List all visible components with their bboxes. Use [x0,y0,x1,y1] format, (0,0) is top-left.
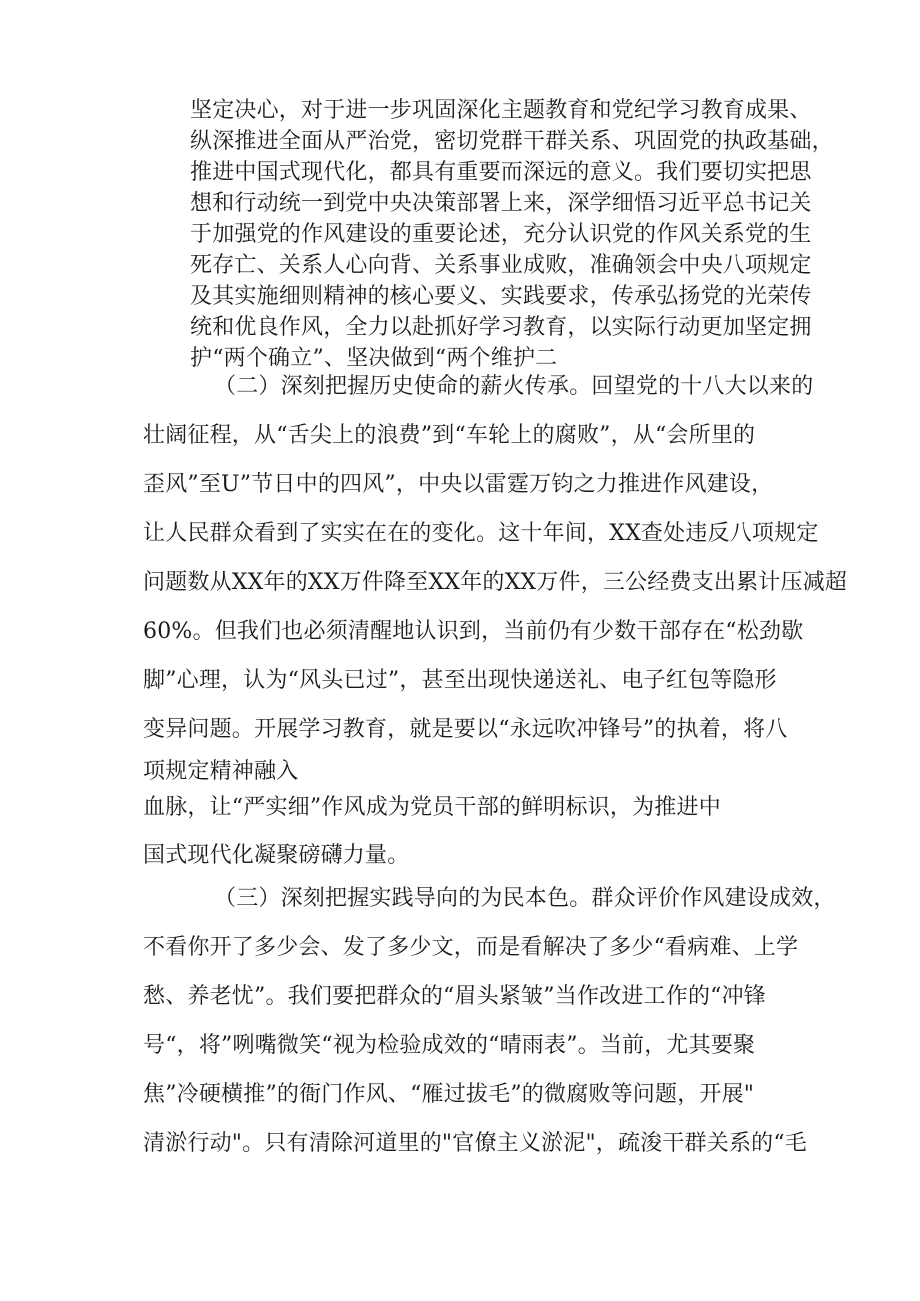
paragraph-line: 不看你开了多少会、发了多少文，而是看解决了多少“看病难、上学 [143,935,799,960]
paragraph-line: 于加强党的作风建设的重要论述，充分认识党的作风关系党的生 [190,222,812,247]
paragraph-line: 壮阔征程，从“舌尖上的浪费”到“车轮上的腐败”，从“会所里的 [143,423,756,448]
section-heading-line: （二）深刻把握历史使命的薪火传承。回望党的十八大以来的 [214,374,814,399]
paragraph-line: 及其实施细则精神的核心要义、实践要求，传承弘扬党的光荣传 [190,284,812,309]
paragraph-line: 愁、养老忧”。我们要把群众的“眉头紧皱”当作改进工作的“冲锋 [143,984,766,1009]
paragraph-line: 问题数从XX年的XX万件降至XX年的XX万件，三公经费支出累计压减超 [143,570,848,595]
paragraph-line: 歪风”至U”节日中的四风”，中央以雷霆万钧之力推进作风建设， [143,472,774,497]
paragraph-line: 60%。但我们也必须清醒地认识到，当前仍有少数干部存在“松劲歇 [143,619,804,644]
paragraph-line: 推进中国式现代化，都具有重要而深远的意义。我们要切实把思 [190,160,812,185]
paragraph-line: 变异问题。开展学习教育，就是要以“永远吹冲锋号”的执着，将八 [143,717,788,742]
paragraph-line: 护“两个确立”、坚决做到“两个维护二 [190,346,558,371]
paragraph-line: 号“，将”咧嘴微笑“视为检验成效的“晴雨表”。当前，尤其要聚 [143,1033,756,1058]
paragraph-line: 血脉，让“严实细”作风成为党员干部的鲜明标识，为推进中 [143,795,721,820]
paragraph-line: 项规定精神融入 [143,759,299,784]
paragraph-line: 清淤行动"。只有清除河道里的"官僚主义淤泥"，疏浚干群关系的“毛 [143,1131,808,1156]
paragraph-line: 纵深推进全面从严治党，密切党群干群关系、巩固党的执政基础， [190,129,834,154]
section-heading-line: （三）深刻把握实践导向的为民本色。群众评价作风建设成效， [214,886,836,911]
paragraph-line: 让人民群众看到了实实在在的变化。这十年间，XX查处违反八项规定 [143,521,819,546]
paragraph-line: 统和优良作风，全力以赴抓好学习教育，以实际行动更加坚定拥 [190,315,812,340]
paragraph-line: 想和行动统一到党中央决策部署上来，深学细悟习近平总书记关 [190,191,812,216]
paragraph-line: 焦”冷硬横推”的衙门作风、“雁过拔毛”的微腐败等问题，开展" [143,1082,755,1107]
paragraph-line: 死存亡、关系人心向背、关系事业成败，准确领会中央八项规定 [190,253,812,278]
paragraph-line: 脚”心理，认为“风头已过”，甚至出现快递送礼、电子红包等隐形 [143,668,777,693]
paragraph-line: 坚定决心，对于进一步巩固深化主题教育和党纪学习教育成果、 [190,98,812,123]
paragraph-line: 国式现代化凝聚磅礴力量。 [143,843,410,868]
